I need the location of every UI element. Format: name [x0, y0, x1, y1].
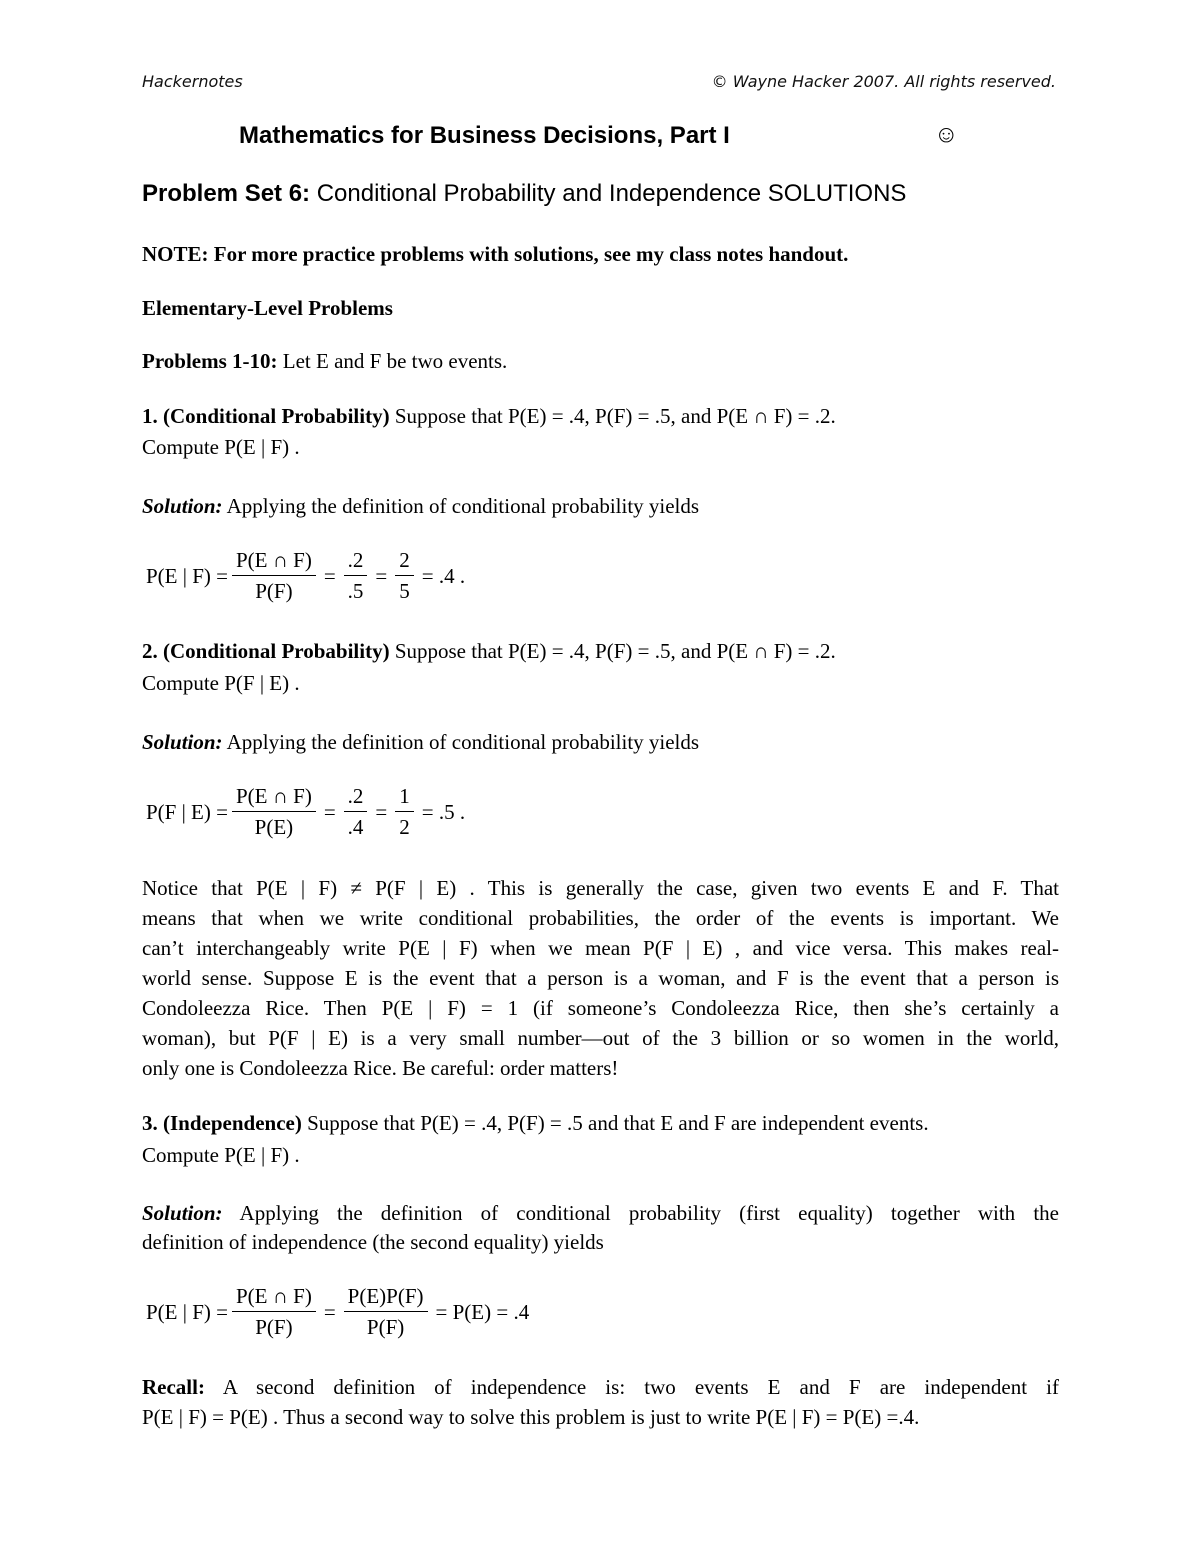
- eq-lhs: P(E | F) =: [146, 563, 228, 588]
- solution-label: Solution:: [142, 730, 223, 754]
- problem-2-heading: (Conditional Probability): [163, 639, 390, 663]
- eq-fraction: [395, 784, 414, 840]
- eq-fraction: [395, 548, 414, 604]
- eq-equals: =: [323, 563, 336, 588]
- notice-line: only one is Condoleezza Rice. Be careful: order matters!: [142, 1056, 619, 1080]
- problem-1-heading: (Conditional Probability): [163, 404, 390, 428]
- problems-intro: [142, 349, 507, 373]
- eq-denominator: 2: [399, 815, 410, 839]
- problem-1-equation: [146, 548, 469, 604]
- eq-lhs: P(F | E) =: [146, 799, 228, 824]
- problem-1-line1: Suppose that P(E) = .4, P(F) = .5, and P(E ∩ F) = .2.: [389, 404, 836, 428]
- problem-3-statement: [142, 1111, 929, 1135]
- solution-label: Solution:: [142, 1201, 223, 1225]
- problem-2-equation: [146, 784, 469, 840]
- eq-numerator: P(E ∩ F): [232, 548, 316, 576]
- notice-line: can’t interchangeably write P(E | F) when we mean P(F | E) , and vice versa. This makes real-: [142, 936, 1059, 960]
- subtitle-bold: Problem Set 6:: [142, 180, 311, 207]
- recall-line1: [142, 1375, 1059, 1399]
- problem-2-solution: [142, 730, 699, 754]
- eq-fraction: [232, 784, 316, 840]
- problem-1-number: 1.: [142, 404, 158, 428]
- eq-numerator: P(E ∩ F): [232, 1284, 316, 1312]
- problem-3-heading: (Independence): [163, 1111, 302, 1135]
- eq-numerator: P(E ∩ F): [232, 784, 316, 812]
- eq-lhs: P(E | F) =: [146, 1299, 228, 1324]
- solution-text: Applying the definition of conditional probability yields: [222, 494, 700, 518]
- eq-fraction: [344, 1284, 428, 1340]
- eq-equals: =: [375, 563, 388, 588]
- eq-fraction: [232, 548, 316, 604]
- notice-line: means that when we write conditional probabilities, the order of the events is important. We: [142, 906, 1059, 930]
- eq-fraction: [232, 1284, 316, 1340]
- smiley-icon: ☺: [934, 122, 959, 148]
- problem-2-line1: Suppose that P(E) = .4, P(F) = .5, and P(E ∩ F) = .2.: [389, 639, 836, 663]
- problem-3-solution-line2: definition of independence (the second equality) yields: [142, 1230, 604, 1254]
- eq-fraction: [344, 548, 368, 604]
- eq-tail: = .5 .: [421, 799, 466, 824]
- solution-text: Applying the definition of conditional probability (first equality) together with the: [222, 1201, 1059, 1225]
- problem-3-equation: [146, 1284, 533, 1340]
- intro-text: Let E and F be two events.: [277, 349, 508, 373]
- eq-denominator: P(F): [255, 1315, 293, 1339]
- eq-numerator: .2: [344, 784, 368, 812]
- eq-denominator: P(F): [255, 579, 293, 603]
- notice-line: Notice that P(E | F) ≠ P(F | E) . This is generally the case, given two events E and F. That: [142, 876, 1059, 900]
- eq-equals: =: [375, 799, 388, 824]
- problem-2-line2: Compute P(F | E) .: [142, 671, 300, 695]
- notice-line: Condoleezza Rice. Then P(E | F) = 1 (if someone’s Condoleezza Rice, then she’s certainly a: [142, 996, 1059, 1020]
- eq-denominator: .4: [347, 815, 364, 839]
- notice-line: woman), but P(F | E) is a very small number—out of the 3 billion or so women in the world,: [142, 1026, 1059, 1050]
- problem-3-number: 3.: [142, 1111, 158, 1135]
- section-heading: Elementary-Level Problems: [142, 296, 393, 320]
- recall-line2: P(E | F) = P(E) . Thus a second way to solve this problem is just to write P(E | F) = P(E) =.4.: [142, 1405, 920, 1429]
- eq-tail: = .4 .: [421, 563, 466, 588]
- eq-equals: =: [323, 799, 336, 824]
- eq-denominator: P(F): [366, 1315, 405, 1339]
- page-title: Mathematics for Business Decisions, Part I: [239, 122, 730, 149]
- problem-3-line1: Suppose that P(E) = .4, P(F) = .5 and that E and F are independent events.: [301, 1111, 929, 1135]
- header-left: Hackernotes: [142, 72, 243, 91]
- eq-denominator: 5: [399, 579, 410, 603]
- page-subtitle: [142, 180, 906, 208]
- header-right: © Wayne Hacker 2007. All rights reserved.: [711, 72, 1056, 91]
- problem-2-number: 2.: [142, 639, 158, 663]
- eq-fraction: [344, 784, 368, 840]
- problem-3-solution: [142, 1201, 1059, 1225]
- problem-3-line2: Compute P(E | F) .: [142, 1143, 300, 1167]
- eq-denominator: P(E): [254, 815, 294, 839]
- subtitle-rest: Conditional Probability and Independence SOLUTIONS: [310, 180, 907, 207]
- recall-text: A second definition of independence is: two events E and F are independent if: [204, 1375, 1059, 1399]
- eq-tail: = P(E) = .4: [435, 1299, 530, 1324]
- recall-label: Recall:: [142, 1375, 205, 1399]
- note: NOTE: For more practice problems with solutions, see my class notes handout.: [142, 242, 849, 266]
- problem-1-line2: Compute P(E | F) .: [142, 435, 300, 459]
- eq-numerator: .2: [344, 548, 368, 576]
- problem-2-statement: [142, 639, 836, 663]
- problem-1-statement: [142, 404, 836, 428]
- notice-line: world sense. Suppose E is the event that a person is a woman, and F is the event that a person is: [142, 966, 1059, 990]
- intro-label: Problems 1-10:: [142, 349, 278, 373]
- eq-numerator: 2: [395, 548, 414, 576]
- solution-text: Applying the definition of conditional probability yields: [222, 730, 700, 754]
- eq-equals: =: [323, 1299, 336, 1324]
- solution-label: Solution:: [142, 494, 223, 518]
- eq-denominator: .5: [347, 579, 364, 603]
- problem-1-solution: [142, 494, 699, 518]
- eq-numerator: P(E)P(F): [344, 1284, 428, 1312]
- eq-numerator: 1: [395, 784, 414, 812]
